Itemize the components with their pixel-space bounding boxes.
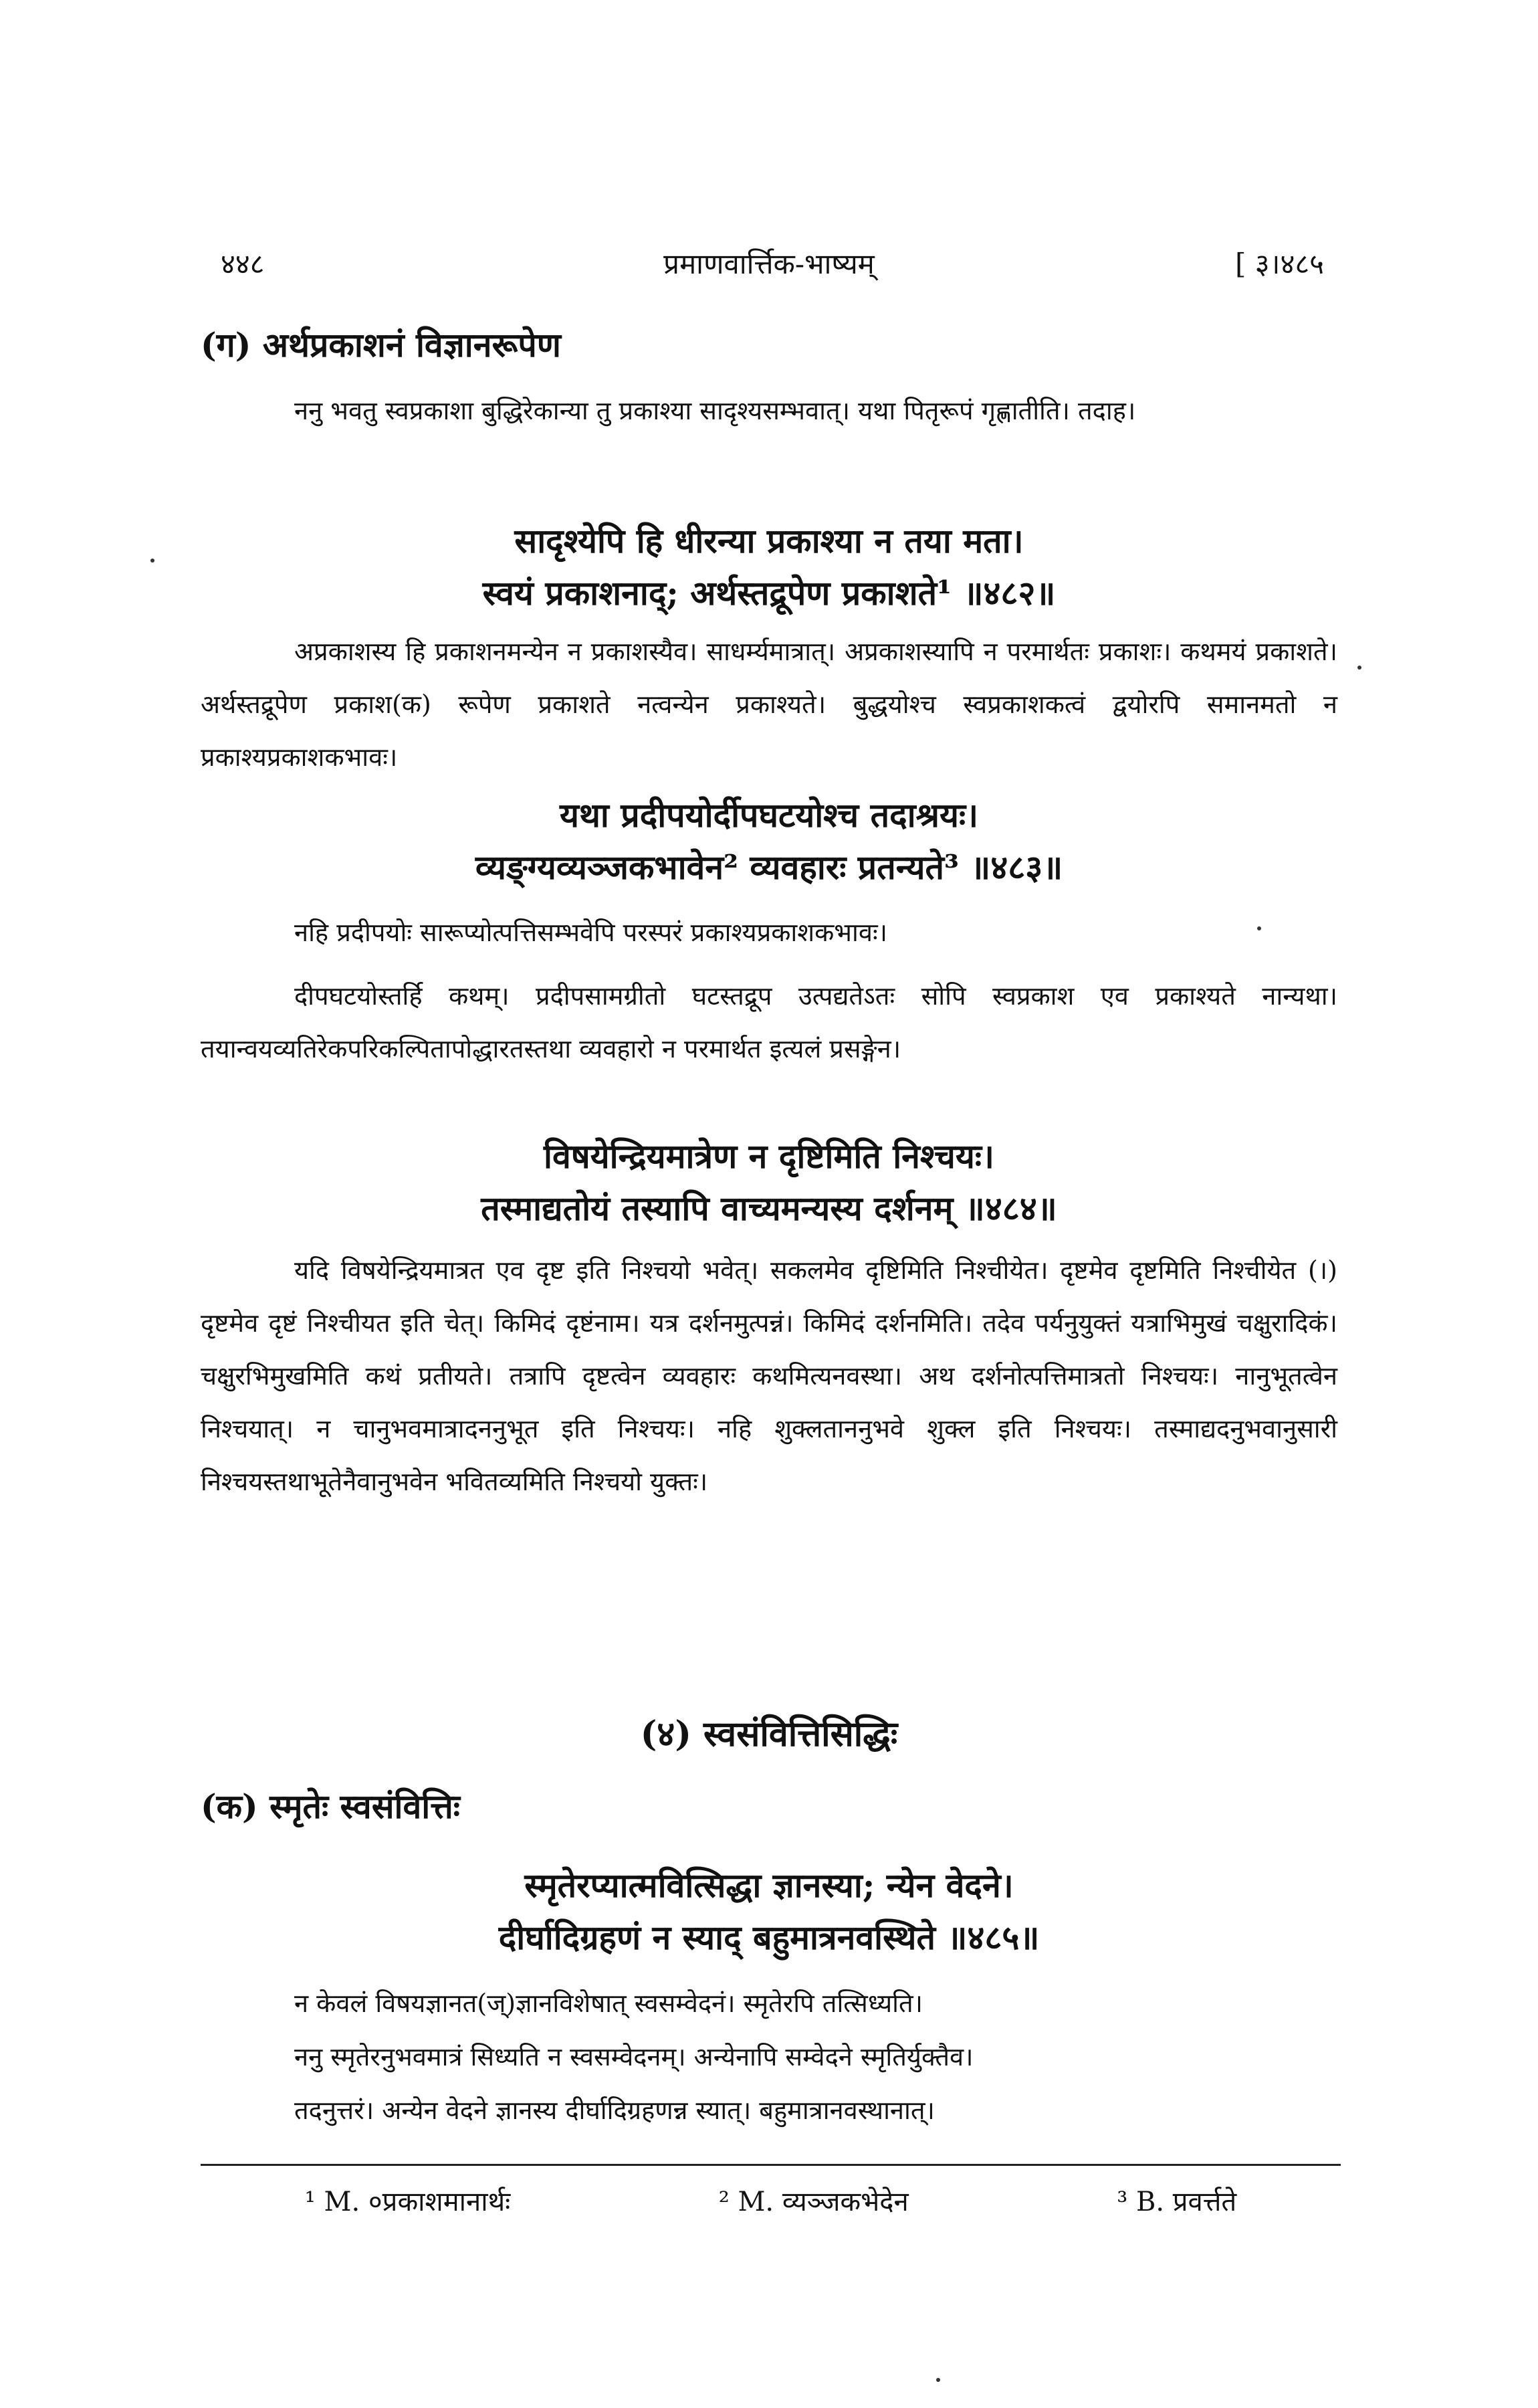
commentary-483b xyxy=(201,970,1337,1076)
intro-paragraph xyxy=(201,385,1337,437)
page-number: ४४८ xyxy=(221,247,265,280)
verse-483-line-2: व्यङ्ग्यव्यञ्जकभावेन² व्यवहारः प्रतन्यते³ ॥४८३॥ xyxy=(475,847,1063,887)
verse-484-line-1: विषयेन्द्रियमात्रेण न दृष्टिमिति निश्चयः। xyxy=(544,1136,994,1176)
commentary-482-text: अप्रकाशस्य हि प्रकाशनमन्येन न प्रकाशस्यैव। साधर्म्यमात्रात्। अप्रकाशस्यापि न परमार्थतः प्रकाशः। कथमयं प्रकाशते। अर्थस्तद्रूपेण प्रकाश(क) रूपेण प्रकाशते नत्वन्येन प्रकाश्यते। बुद्धयोश्च स्वप्रकाशकत्वं द्वयोरपि समानमतो न प्रकाश्यप्रकाशकभावः। xyxy=(201,637,1337,772)
scan-speck xyxy=(1257,926,1261,930)
footnotes xyxy=(201,2182,1341,2219)
footnote-1: ¹ M. ०प्रकाशमानार्थः xyxy=(304,2187,511,2217)
scan-speck xyxy=(150,559,154,563)
verse-484-line-2: तस्माद्यतोयं तस्यापि वाच्यमन्यस्य दर्शनम् ॥४८४॥ xyxy=(481,1189,1057,1228)
commentary-485 xyxy=(201,1977,1337,2137)
commentary-483a xyxy=(201,906,1337,959)
verse-485-line-2: दीर्घादिग्रहणं न स्याद् बहुमात्रनवस्थिते ॥४८५॥ xyxy=(498,1918,1040,1957)
commentary-483a-text: नहि प्रदीपयोः सारूप्योत्पत्तिसम्भवेपि परस्परं प्रकाश्यप्रकाशकभावः। xyxy=(294,918,888,947)
intro-text: ननु भवतु स्वप्रकाशा बुद्धिरेकान्या तु प्रकाश्या सादृश्यसम्भवात्। यथा पितृरूपं गृह्णातीति। तदाह। xyxy=(294,396,1136,425)
footnote-divider xyxy=(201,2164,1341,2166)
verse-483-line-1: यथा प्रदीपयोर्दीपघटयोश्च तदाश्रयः। xyxy=(559,795,979,835)
verse-482 xyxy=(201,515,1337,619)
section-heading-4: (४) स्वसंवित्तिसिद्धिः xyxy=(640,1714,898,1754)
scan-speck xyxy=(936,2378,940,2382)
verse-482-line-1: सादृश्येपि हि धीरन्या प्रकाश्या न तया मता। xyxy=(514,521,1024,561)
commentary-482 xyxy=(201,625,1337,784)
commentary-485-line-2: ननु स्मृतेरनुभवमात्रं सिध्यति न स्वसम्वेदनम्। अन्येनापि सम्वेदने स्मृतिर्युक्तैव। xyxy=(294,2042,974,2072)
verse-482-line-2: स्वयं प्रकाशनाद्; अर्थस्तद्रूपेण प्रकाशते¹ ॥४८२॥ xyxy=(482,573,1056,613)
commentary-485-line-3: तदनुत्तरं। अन्येन वेदने ज्ञानस्य दीर्घादिग्रहणन्न स्यात्। बहुमात्रानवस्थानात्। xyxy=(294,2096,935,2125)
verse-483 xyxy=(201,789,1337,894)
verse-484 xyxy=(201,1130,1337,1235)
sub-heading-ka: (क) स्मृतेः स्वसंवित्तिः xyxy=(201,1787,460,1826)
verse-485 xyxy=(201,1860,1337,1964)
verse-485-line-1: स्मृतेरप्यात्मवित्सिद्धा ज्ञानस्या; न्येन वेदने। xyxy=(524,1866,1014,1905)
footnote-2: ² M. व्यञ्जकभेदेन xyxy=(718,2187,909,2217)
commentary-484-text: यदि विषयेन्द्रियमात्रत एव दृष्ट इति निश्चयो भवेत्। सकलमेव दृष्टिमिति निश्चीयेत। दृष्टमेव दृष्टमिति निश्चीयेत (।) दृष्टमेव दृष्टं निश्चीयत इति चेत्। किमिदं दृष्टंनाम। यत्र दर्शनमुत्पन्नं। किमिदं दर्शनमिति। तदेव पर्यनुयुक्तं यत्राभिमुखं चक्षुरादिकं। चक्षुरभिमुखमिति कथं प्रतीयते। तत्रापि दृष्टत्वेन व्यवहारः कथमित्यनवस्था। अथ दर्शनोत्पत्तिमात्रतो निश्चयः। नानुभूतत्वेन निश्चयात्। न चानुभवमात्रादननुभूत इति निश्चयः। नहि शुक्लताननुभवे शुक्ल इति निश्चयः। तस्माद्यदनुभवानुसारी निश्चयस्तथाभूतेनैवानुभवेन भवितव्यमिति निश्चयो युक्तः। xyxy=(201,1256,1337,1496)
commentary-485-line-1: न केवलं विषयज्ञानत(ज्)ज्ञानविशेषात् स्वसम्वेदनं। स्मृतेरपि तत्सिध्यति। xyxy=(294,1989,923,2018)
scan-speck xyxy=(1357,666,1361,670)
footnote-3: ³ B. प्रवर्त्तते xyxy=(1117,2187,1237,2217)
section-reference: [ ३।४८५ xyxy=(1234,247,1324,280)
running-title: प्रमाणवार्त्तिक-भाष्यम् xyxy=(663,247,875,280)
commentary-483b-text: दीपघटयोस्तर्हि कथम्। प्रदीपसामग्रीतो घटस्तद्रूप उत्पद्यतेऽतः सोपि स्वप्रकाश एव प्रकाश्यते नान्यथा। तयान्वयव्यतिरेकपरिकल्पितापोद्धारतस्तथा व्यवहारो न परमार्थत इत्यलं प्रसङ्गेन। xyxy=(201,981,1337,1064)
section-heading-ga: (ग) अर्थप्रकाशनं विज्ञानरूपेण xyxy=(201,325,561,365)
commentary-484 xyxy=(201,1244,1337,1508)
